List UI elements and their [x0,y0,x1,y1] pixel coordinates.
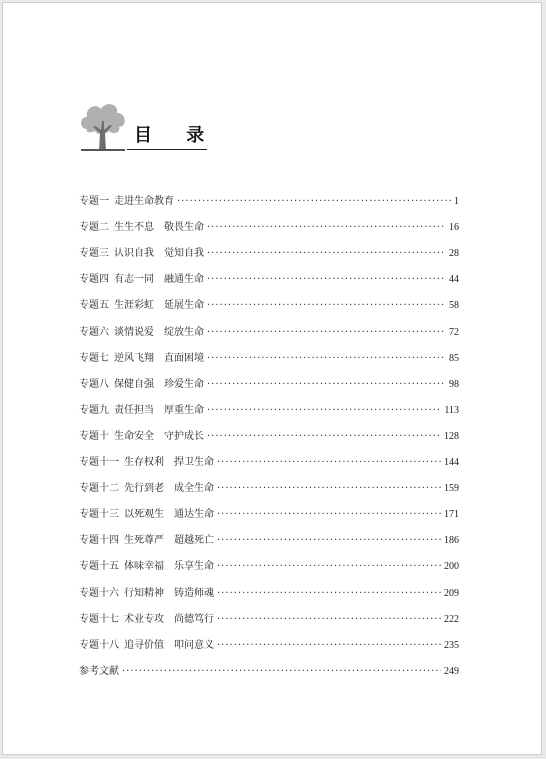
toc-dot-leader [207,428,441,446]
toc-dot-leader [217,585,441,603]
toc-entry-page-number: 28 [449,248,459,260]
toc-entry[interactable] [79,428,459,446]
toc-entry-page-number: 209 [444,587,459,599]
toc-entry-title: 生存权利 捍卫生命 [124,457,214,468]
toc-entry-page-number: 1 [454,196,459,207]
toc-entry-label: 专题三 [79,248,109,260]
toc-entry-page-number: 171 [444,509,459,521]
toc-entry[interactable] [79,454,459,472]
toc-dot-leader [207,324,446,342]
toc-entry-title: 责任担当 厚重生命 [114,404,204,416]
toc-entry-label: 专题二 [79,222,109,234]
toc-entry-page-number: 144 [444,457,459,468]
toc-entry-title: 行知精神 铸造师魂 [124,587,214,599]
toc-entry[interactable] [79,480,459,498]
toc-dot-leader [177,193,451,211]
toc-entry[interactable] [79,506,459,524]
toc-entry-label: 专题十八 [79,639,119,651]
toc-entry-page-number: 249 [444,665,459,677]
toc-entry-title: 逆风飞翔 直面困境 [114,352,204,364]
toc-dot-leader [207,402,441,420]
toc-entry-label: 专题十三 [79,509,119,521]
toc-entry-label: 专题十四 [79,535,119,547]
toc-entry-page-number: 44 [449,274,459,286]
toc-entry-title: 体味幸福 乐享生命 [124,561,214,573]
toc-entry-label: 专题九 [79,404,109,416]
toc-dot-leader [217,532,441,550]
toc-dot-leader [207,219,446,237]
toc-entry-page-number: 72 [449,326,459,338]
toc-entry-title: 保健自强 珍爱生命 [114,378,204,390]
toc-dot-leader [207,376,446,394]
toc-dot-leader [207,350,446,368]
toc-entry[interactable] [79,245,459,263]
toc-entry-title: 生命安全 守护成长 [114,430,204,442]
toc-entry-label: 专题十二 [79,483,119,495]
toc-entry[interactable] [79,532,459,550]
toc-dot-leader [217,611,441,629]
toc-entry-title: 走进生命教育 [114,196,174,207]
toc-entry[interactable] [79,271,459,289]
toc-entry-page-number: 159 [444,483,459,495]
toc-entry-label: 参考文献 [79,665,119,677]
toc-entry-page-number: 16 [449,222,459,234]
toc-entry-title: 先行到老 成全生命 [124,483,214,495]
toc-entry-title: 生涯彩虹 延展生命 [114,300,204,312]
toc-entry-label: 专题十七 [79,613,119,625]
toc-entry-label: 专题四 [79,274,109,286]
toc-entry-page-number: 58 [449,300,459,312]
toc-entry[interactable] [79,402,459,420]
toc-entry[interactable] [79,376,459,394]
toc-dot-leader [217,506,441,524]
toc-entry-page-number: 186 [444,535,459,547]
toc-entry[interactable] [79,350,459,368]
toc-entry[interactable] [79,637,459,655]
title-underline [127,149,207,150]
toc-entry-title: 以死观生 通达生命 [124,509,214,521]
tree-icon [77,99,129,151]
toc-entry-label: 专题十六 [79,587,119,599]
toc-entry-label: 专题十 [79,430,109,442]
toc-entry-title: 追寻价值 叩问意义 [124,639,214,651]
toc-entry-label: 专题六 [79,326,109,338]
toc-entry-label: 专题五 [79,300,109,312]
toc-entry[interactable] [79,324,459,342]
document-page [2,2,542,755]
toc-entry-page-number: 128 [444,430,459,442]
toc-entry[interactable] [79,558,459,576]
toc-entry-page-number: 113 [444,404,459,416]
toc-entry-label: 专题十五 [79,561,119,573]
toc-entry-page-number: 85 [449,352,459,364]
toc-dot-leader [217,637,441,655]
toc-entry[interactable] [79,663,459,681]
toc-dot-leader [122,663,441,681]
toc-entry[interactable] [79,193,459,211]
toc-entry-title: 谈情说爱 绽放生命 [114,326,204,338]
toc-entry-title: 术业专攻 尚德笃行 [124,613,214,625]
toc-entry[interactable] [79,611,459,629]
toc-dot-leader [207,245,446,263]
toc-entry-title: 生死尊严 超越死亡 [124,535,214,547]
toc-entry-label: 专题八 [79,378,109,390]
toc-entry[interactable] [79,585,459,603]
toc-dot-leader [217,480,441,498]
toc-entry-title: 认识自我 觉知自我 [114,248,204,260]
toc-entry-page-number: 98 [449,378,459,390]
toc-entry-page-number: 222 [444,613,459,625]
toc-entry-title: 有志一同 融通生命 [114,274,204,286]
page-title: 目 录 [134,125,219,146]
toc-entry-page-number: 200 [444,561,459,573]
toc-entry-page-number: 235 [444,639,459,651]
toc-header [77,99,219,151]
toc-entry-title: 生生不息 敬畏生命 [114,222,204,234]
toc-entry-label: 专题七 [79,352,109,364]
toc-entry[interactable] [79,219,459,237]
toc-entry-label: 专题一 [79,196,109,207]
toc-dot-leader [207,297,446,315]
toc-dot-leader [217,558,441,576]
toc-dot-leader [207,271,446,289]
toc-entry[interactable] [79,297,459,315]
toc-entry-label: 专题十一 [79,457,119,468]
toc-dot-leader [217,454,441,472]
